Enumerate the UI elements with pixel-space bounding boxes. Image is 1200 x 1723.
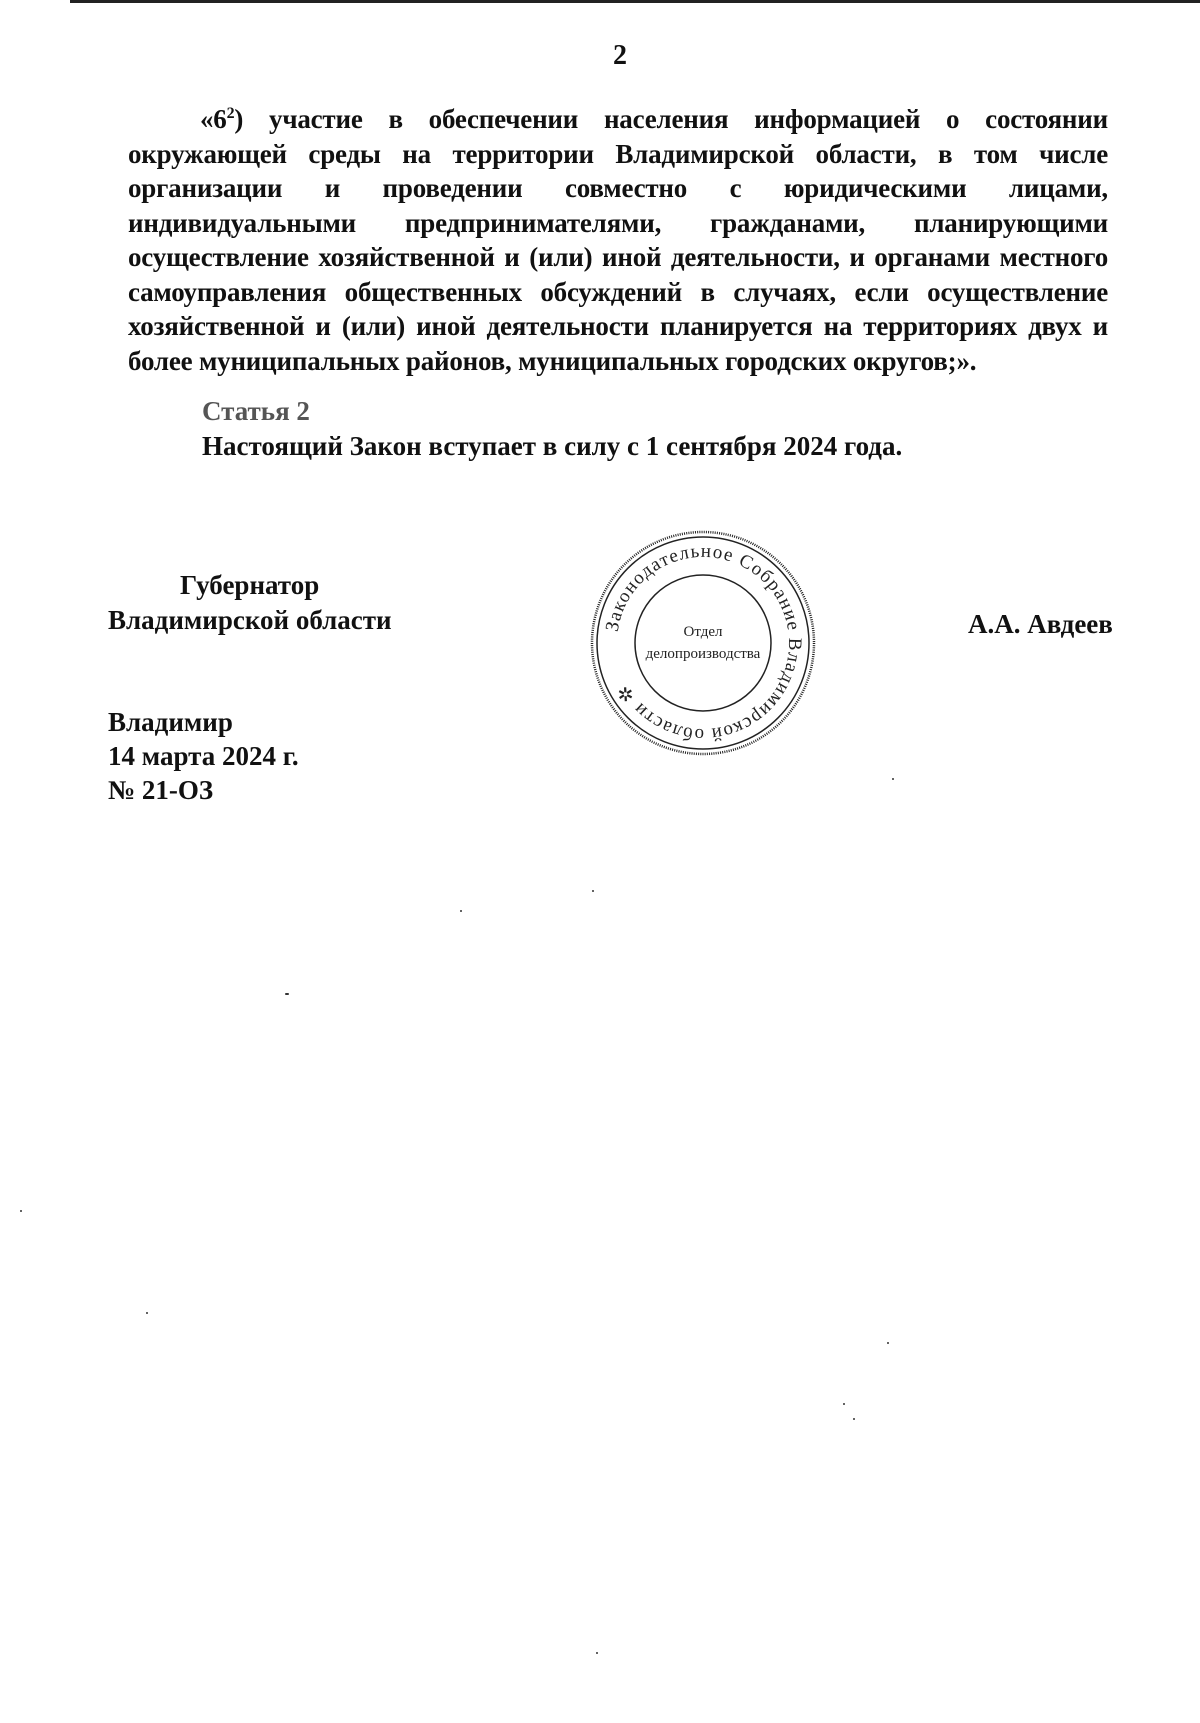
page-number: 2 [613, 40, 627, 71]
official-seal [588, 528, 818, 758]
seal-ring-text: Законодательное Собрание Владимирской области ✲ [601, 540, 806, 746]
signing-date: 14 марта 2024 г. [108, 741, 299, 771]
paragraph-prefix: «6 [200, 104, 227, 134]
article-heading: Статья 2 [202, 396, 310, 426]
amendment-paragraph [128, 102, 1108, 378]
seal-inner-ring [635, 575, 771, 711]
scan-speck [285, 993, 289, 995]
scan-speck [853, 1418, 855, 1420]
scan-speck [460, 910, 462, 912]
paragraph-text: ) участие в обеспечении населения информацией о состоянии окружающей среды на территории Владимирской области, в том числе организации и проведении совместно с юридическими лицами, индивидуальными предпринимателями, гражданами, планирующими осуществление хозяйственной и (или) иной деятельности, и органами местного самоуправления общественных обсуждений в случаях, если осуществление хозяйственной и (или) иной деятельности планируется на территориях двух и более муниципальных районов, муниципальных городских округов;». [128, 104, 1108, 376]
signer-title-line2: Владимирской области [108, 605, 392, 635]
scan-speck [887, 1342, 889, 1344]
scan-speck [146, 1312, 148, 1314]
document-number: № 21-ОЗ [108, 775, 214, 805]
paragraph-superscript: 2 [226, 105, 235, 122]
seal-outer-ring-inner [597, 537, 809, 749]
article-text: Настоящий Закон вступает в силу с 1 сентября 2024 года. [202, 431, 903, 461]
seal-center-line2: делопроизводства [645, 646, 761, 662]
page-top-border [70, 0, 1200, 3]
seal-outer-ring [592, 532, 814, 754]
signer-title-line1: Губернатор [180, 570, 320, 600]
signer-name: А.А. Авдеев [968, 609, 1113, 639]
scan-speck [592, 890, 594, 892]
scan-speck [20, 1210, 22, 1212]
seal-center-line1: Отдел [683, 624, 723, 640]
signing-place: Владимир [108, 707, 233, 737]
scan-speck [843, 1403, 845, 1405]
scan-speck [892, 778, 894, 780]
scan-speck [596, 1652, 598, 1654]
